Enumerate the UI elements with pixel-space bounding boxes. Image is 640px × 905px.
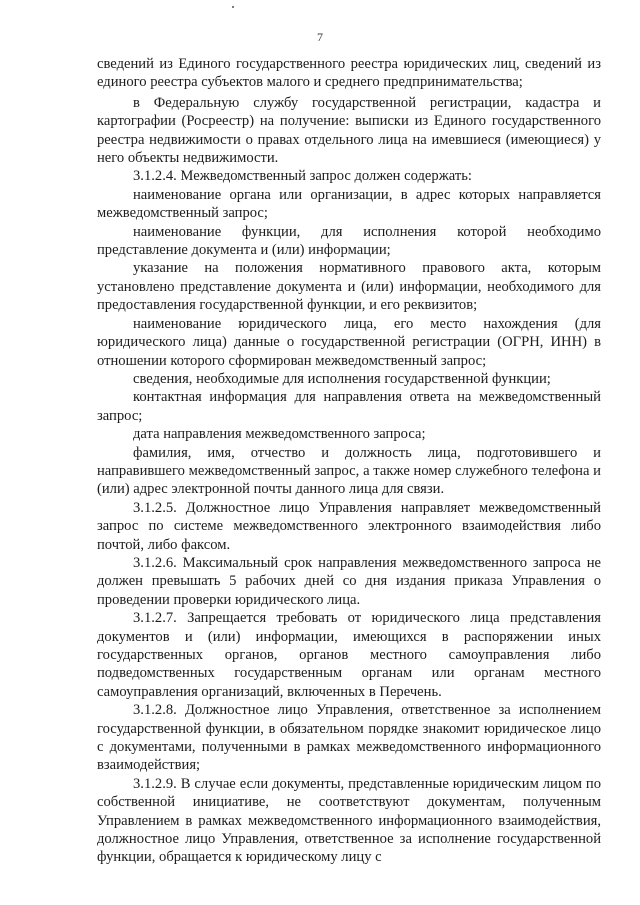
paragraph-request-item-date: дата направления межведомственного запроса;	[133, 426, 426, 443]
paragraph-3-1-2-7: 3.1.2.7. Запрещается требовать от юридического лица представления документов и (или) информации, имеющихся в распоряжении иных государственных органов, органов местного самоуправления либо подведомственных государственным органам или органам местного самоуправления организаций, включенных в Перечень.	[97, 610, 601, 700]
paragraph-3-1-2-5: 3.1.2.5. Должностное лицо Управления направляет межведомственный запрос по системе межведомственного электронного взаимодействия либо почтой, либо факсом.	[97, 499, 601, 553]
paragraph-request-item-contact: контактная информация для направления ответа на межведомственный запрос;	[97, 389, 601, 424]
paragraph-registry-info: сведений из Единого государственного реестра юридических лиц, сведений из единого реестра субъектов малого и среднего предпринимательства;	[97, 56, 601, 91]
paragraph-rosreestr: в Федеральную службу государственной регистрации, кадастра и картографии (Росреестр) на получение: выписки из Единого государственного реестра недвижимости о правах отдельного лица на имевшиеся (имеющиеся) у него объекты недвижимости.	[97, 94, 601, 167]
scan-speck	[232, 6, 234, 8]
paragraph-request-item-details: сведения, необходимые для исполнения государственной функции;	[133, 370, 551, 387]
paragraph-request-item-authority: наименование органа или организации, в адрес которых направляется межведомственный запрос;	[97, 186, 601, 222]
paragraph-3-1-2-8: 3.1.2.8. Должностное лицо Управления, ответственное за исполнением государственной функции, в обязательном порядке знакомит юридическое лицо с документами, полученными в рамках межведомственного информационного взаимодействия;	[97, 702, 601, 774]
paragraph-3-1-2-6: 3.1.2.6. Максимальный срок направления межведомственного запроса не должен превышать 5 рабочих дней со дня издания приказа Управления о проведении проверки юридического лица.	[97, 554, 601, 608]
page-number: 7	[317, 30, 323, 44]
paragraph-request-item-official: фамилия, имя, отчество и должность лица, подготовившего и направившего межведомственный запрос, а также номер служебного телефона и (или) адрес электронной почты данного лица для связи.	[97, 444, 601, 498]
paragraph-request-item-legal-entity: наименование юридического лица, его место нахождения (для юридического лица) данные о государственной регистрации (ОГРН, ИНН) в отношении которого сформирован межведомственный запрос;	[97, 315, 601, 369]
paragraph-3-1-2-9: 3.1.2.9. В случае если документы, представленные юридическим лицом по собственной инициативе, не соответствуют документам, полученным Управлением в рамках межведомственного информационного взаимодействия, должностное лицо Управления, ответственное за исполнение государственной функции, обращается к юридическому лицу с	[97, 775, 601, 866]
paragraph-3-1-2-4: 3.1.2.4. Межведомственный запрос должен содержать:	[133, 168, 472, 185]
paragraph-request-item-function: наименование функции, для исполнения которой необходимо представление документа и (или) информации;	[97, 223, 601, 259]
paragraph-request-item-legal-act: указание на положения нормативного правового акта, которым установлено представление документа и (или) информации, необходимого для предоставления государственной функции, и его реквизитов;	[97, 260, 601, 314]
document-body	[97, 55, 601, 867]
